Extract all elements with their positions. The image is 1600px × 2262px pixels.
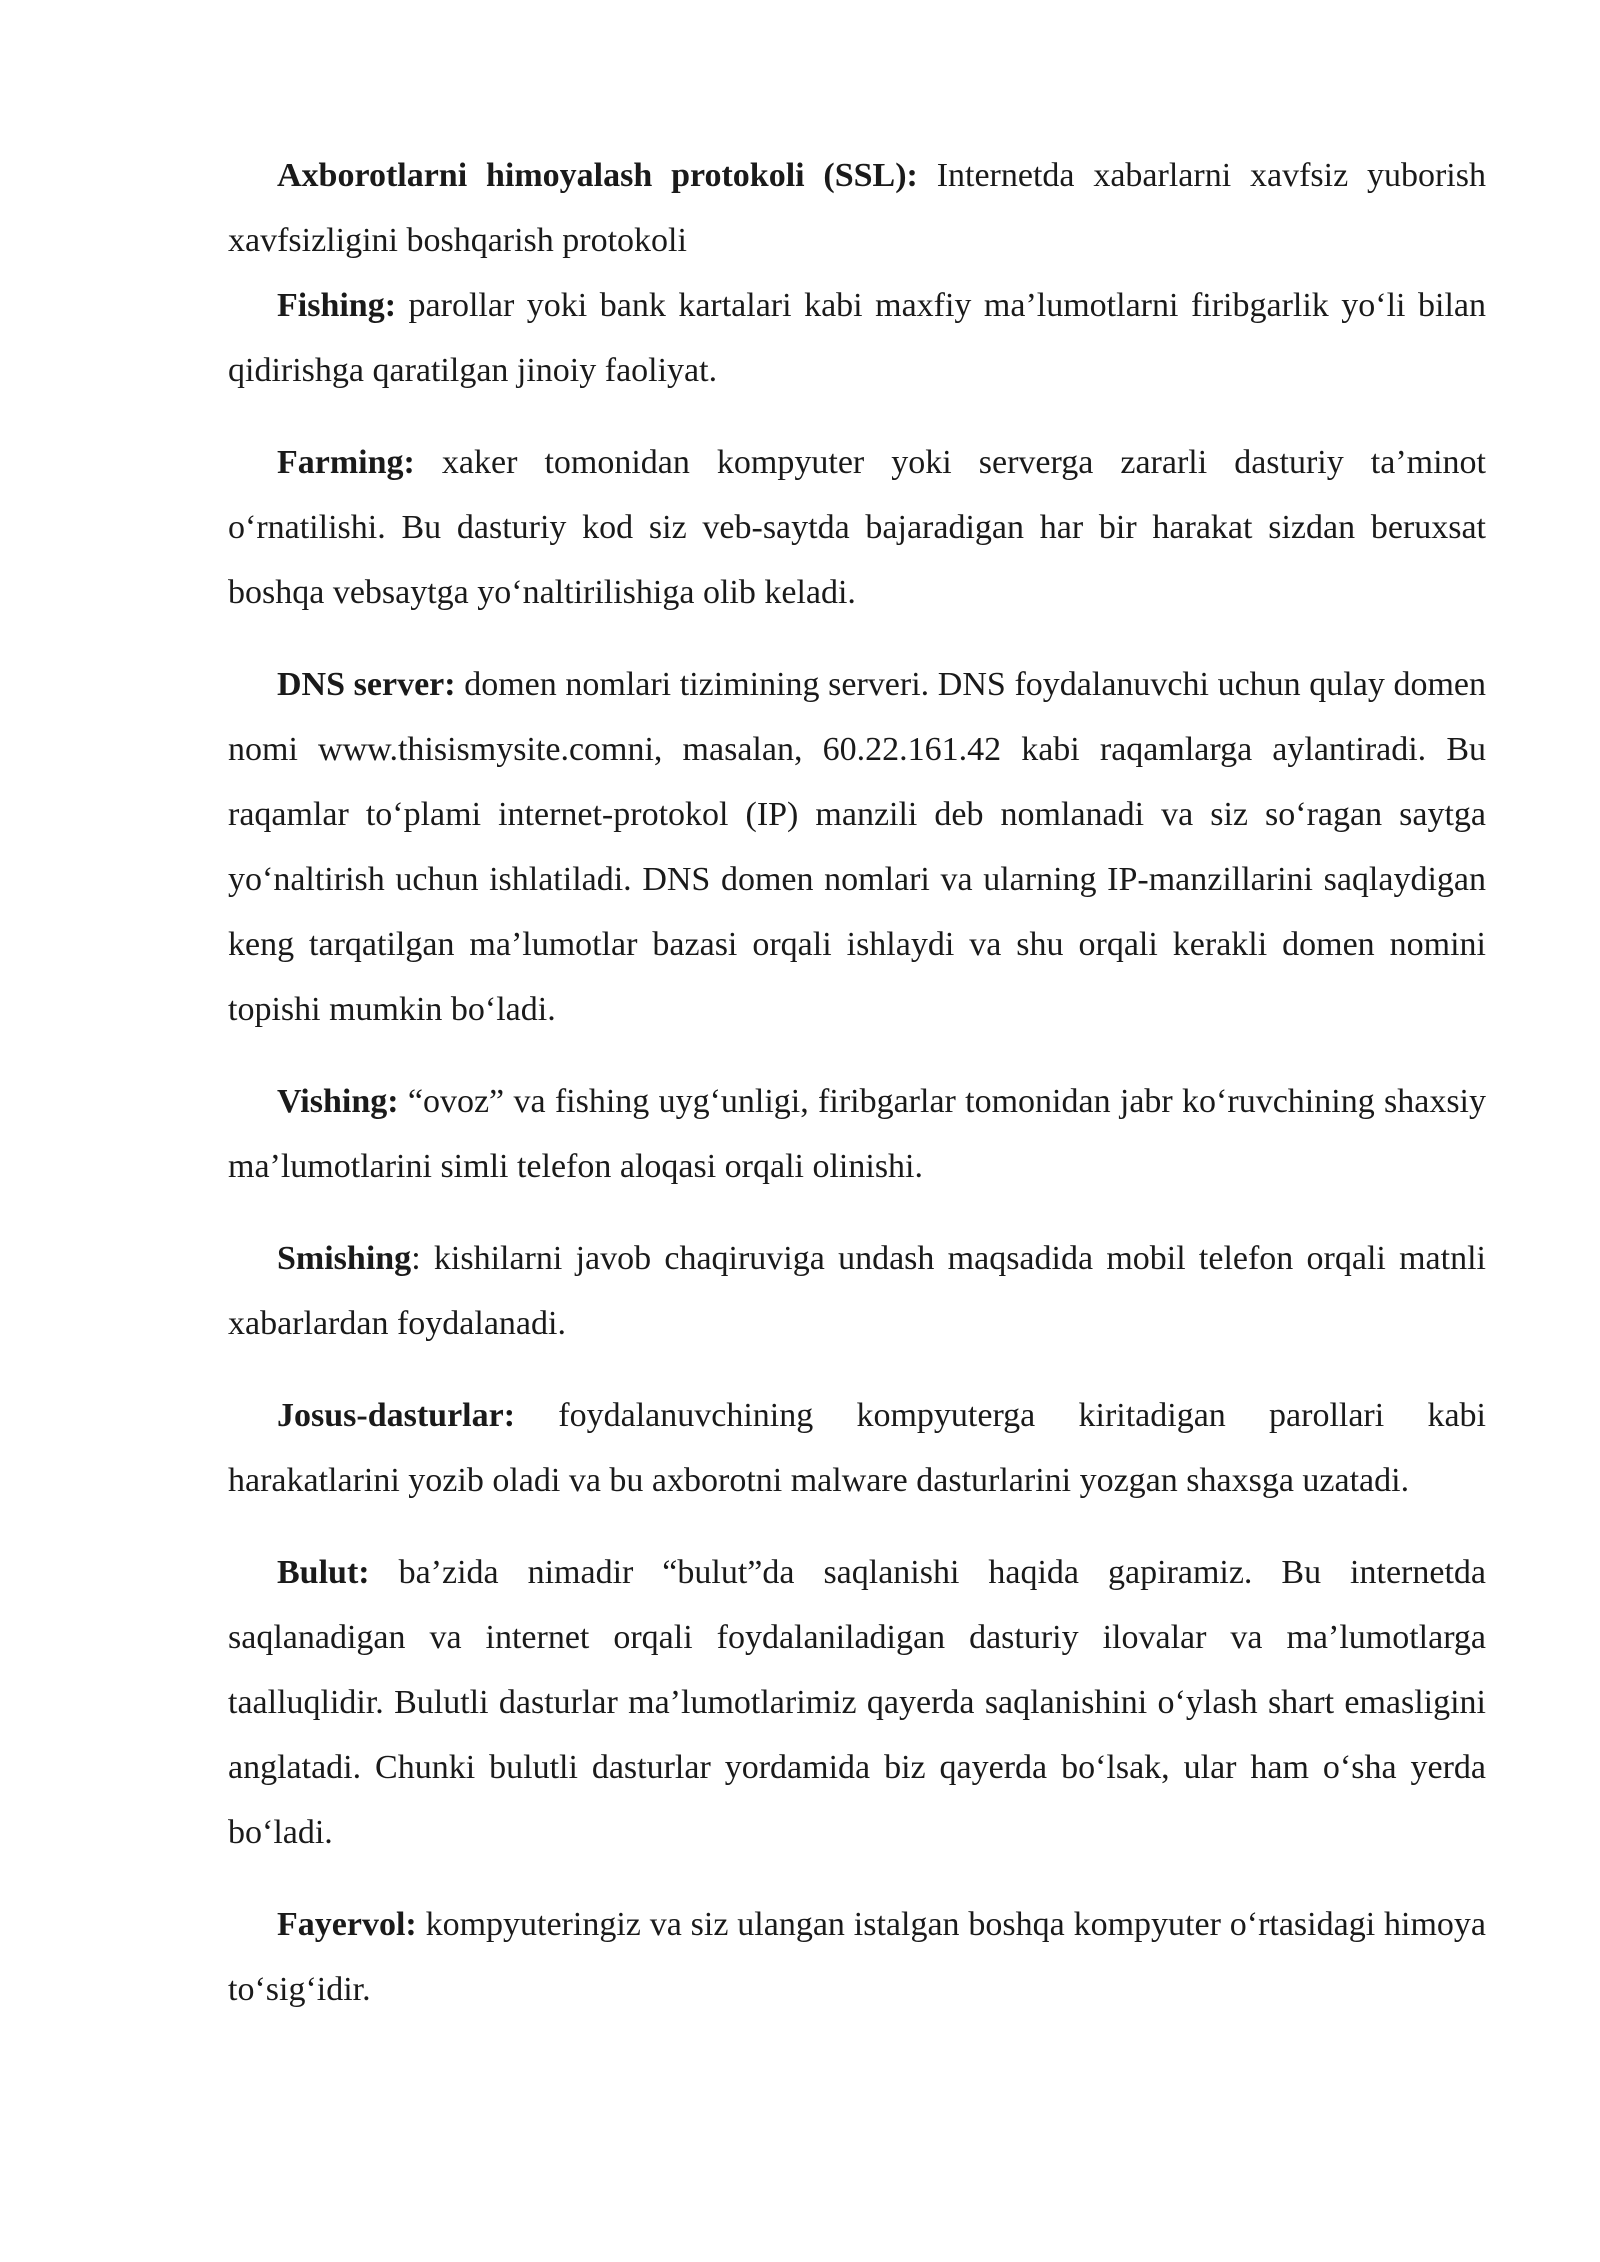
- definition-farming: xaker tomonidan kompyuter yoki serverga zararli dasturiy ta’minot o‘rnatilishi. Bu dasturiy kod siz veb-saytda bajaradigan har bir harakat sizdan beruxsat boshqa vebsaytga yo‘naltirilishiga olib keladi.: [228, 444, 1486, 611]
- term-farming: Farming:: [277, 444, 415, 481]
- term-ssl: Axborotlarni himoyalash protokoli (SSL):: [277, 157, 918, 194]
- definition-fayervol: kompyuteringiz va siz ulangan istalgan boshqa kompyuter o‘rtasidagi himoya to‘sig‘idir.: [228, 1906, 1486, 2008]
- paragraph-bulut: [228, 1540, 1486, 1865]
- definition-dns-server: domen nomlari tizimining serveri. DNS foydalanuvchi uchun qulay domen nomi www.thisismysite.comni, masalan, 60.22.161.42 kabi raqamlarga aylantiradi. Bu raqamlar to‘plami internet-protokol (IP) manzili deb nomlanadi va siz so‘ragan saytga yo‘naltirish uchun ishlatiladi. DNS domen nomlari va ularning IP-manzillarini saqlaydigan keng tarqatilgan ma’lumotlar bazasi orqali ishlaydi va shu orqali kerakli domen nomini topishi mumkin bo‘ladi.: [228, 666, 1487, 1028]
- document-body: [228, 143, 1486, 2022]
- definition-bulut: ba’zida nimadir “bulut”da saqlanishi haqida gapiramiz. Bu internetda saqlanadigan va internet orqali foydalaniladigan dasturiy ilovalar va ma’lumotlarga taalluqlidir. Bulutli dasturlar ma’lumotlarimiz qayerda saqlanishini o‘ylash shart emasligini anglatadi. Chunki bulutli dasturlar yordamida biz qayerda bo‘lsak, ular ham o‘sha yerda bo‘ladi.: [228, 1554, 1486, 1851]
- paragraph-fishing: [228, 273, 1486, 403]
- paragraph-ssl: [228, 143, 1486, 273]
- definition-ssl: Internetda xabarlarni xavfsiz yuborish xavfsizligini boshqarish protokoli: [228, 157, 1486, 259]
- definition-smishing: : kishilarni javob chaqiruviga undash maqsadida mobil telefon orqali matnli xabarlardan foydalanadi.: [228, 1240, 1486, 1342]
- definition-fishing: parollar yoki bank kartalari kabi maxfiy ma’lumotlarni firibgarlik yo‘li bilan qidirishga qaratilgan jinoiy faoliyat.: [228, 287, 1486, 389]
- paragraph-smishing: [228, 1226, 1486, 1356]
- paragraph-josus-dasturlar: [228, 1383, 1486, 1513]
- term-fishing: Fishing:: [277, 287, 397, 324]
- paragraph-vishing: [228, 1069, 1486, 1199]
- term-josus-dasturlar: Josus-dasturlar:: [277, 1397, 516, 1434]
- definition-vishing: “ovoz” va fishing uyg‘unligi, firibgarlar tomonidan jabr ko‘ruvchining shaxsiy ma’lumotlarini simli telefon aloqasi orqali olinishi.: [228, 1083, 1486, 1185]
- paragraph-fayervol: [228, 1892, 1486, 2022]
- definition-josus-dasturlar: foydalanuvchining kompyuterga kiritadigan parollari kabi harakatlarini yozib oladi va bu axborotni malware dasturlarini yozgan shaxsga uzatadi.: [228, 1397, 1486, 1499]
- paragraph-farming: [228, 430, 1486, 625]
- term-fayervol: Fayervol:: [277, 1906, 417, 1943]
- term-smishing: Smishing: [277, 1240, 412, 1277]
- paragraph-dns-server: [228, 652, 1486, 1042]
- term-vishing: Vishing:: [277, 1083, 399, 1120]
- term-bulut: Bulut:: [277, 1554, 370, 1591]
- term-dns-server: DNS server:: [277, 666, 456, 703]
